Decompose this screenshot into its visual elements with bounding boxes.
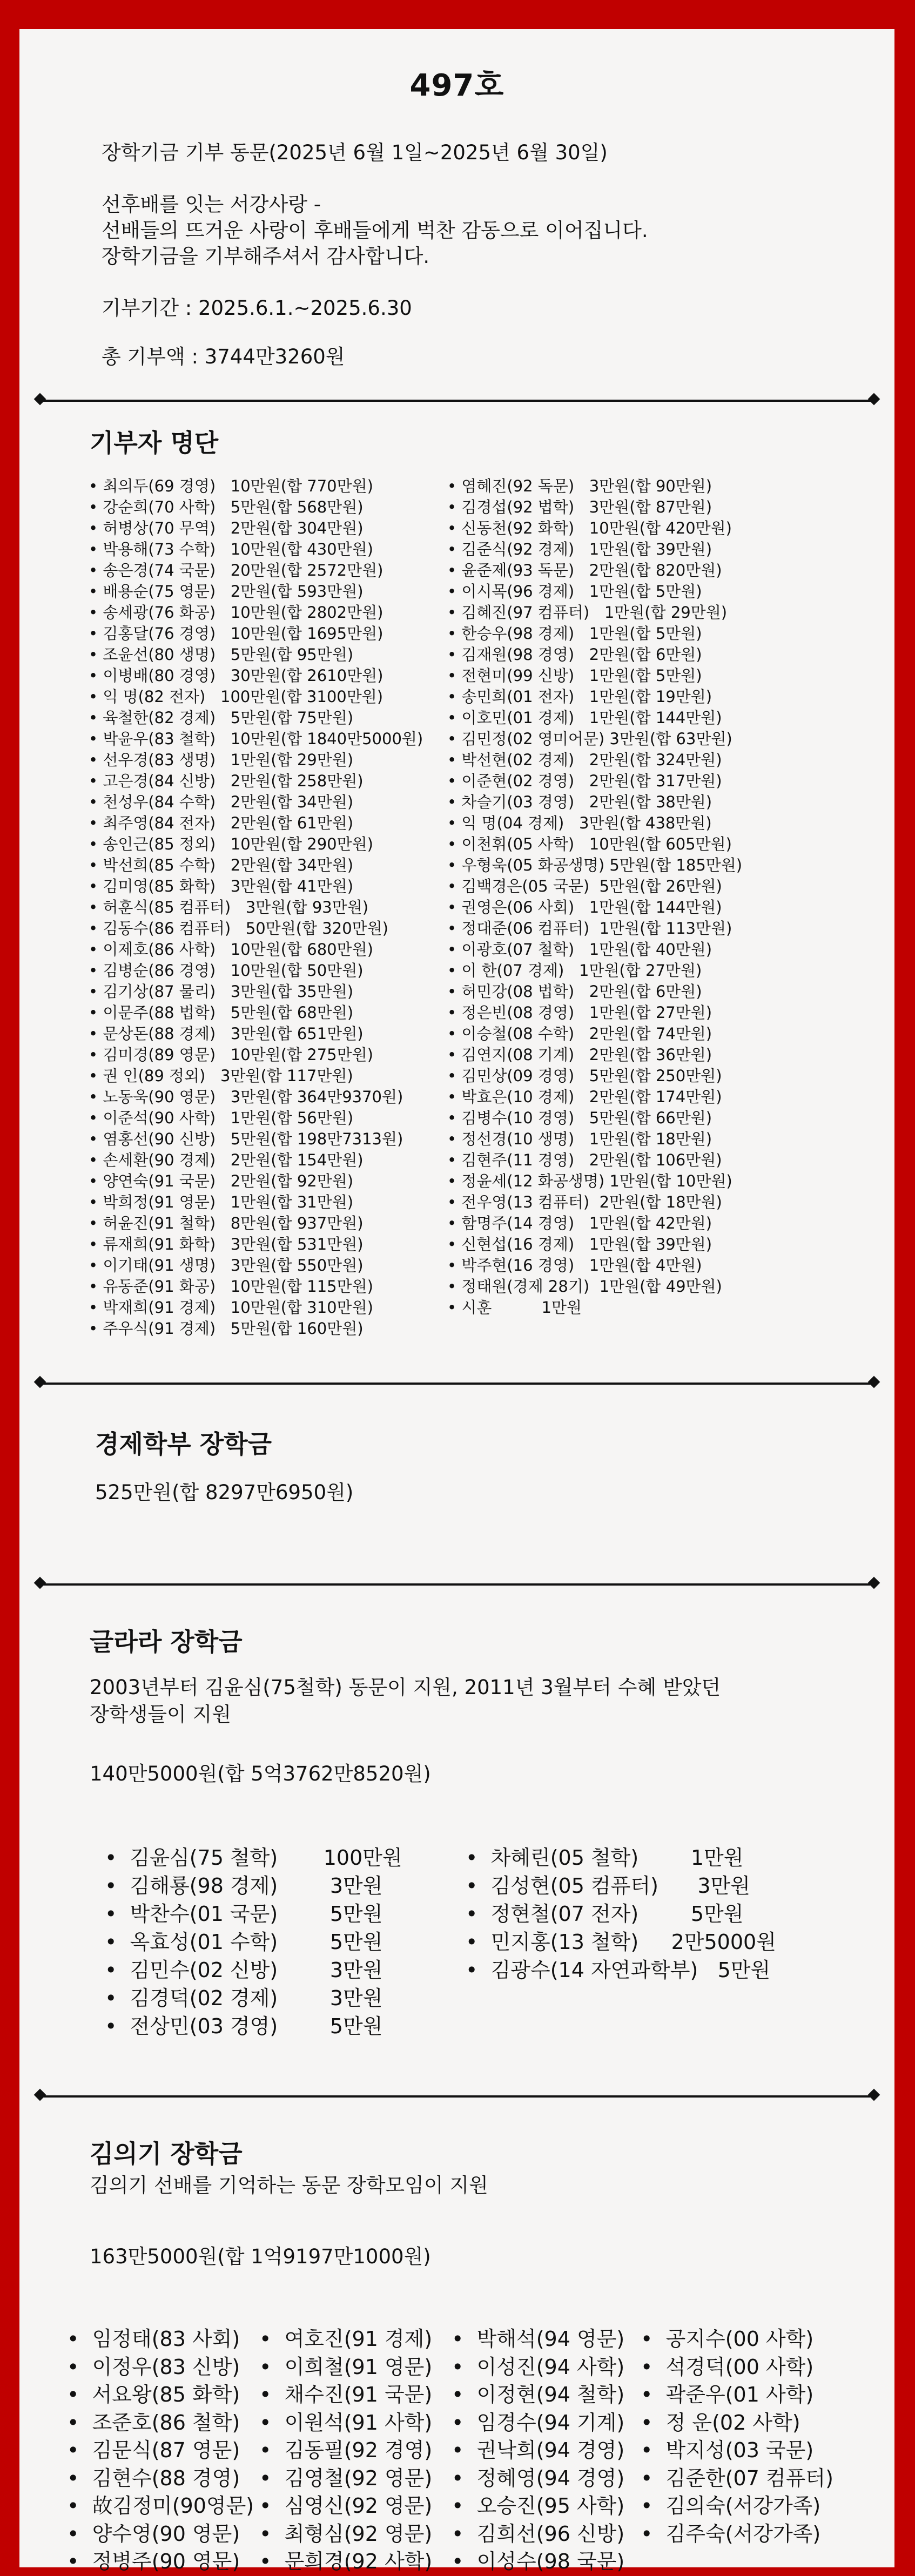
donation-period: 기부기간 : 2025.6.1.~2025.6.30 (102, 296, 412, 320)
list-item: • 권낙희(94 경영) (452, 2437, 624, 2465)
kim-amount: 163만5000원(합 1억9197만1000원) (90, 2245, 431, 2268)
list-item: • 이 한(07 경제) 1만원(합 27만원) (447, 960, 742, 981)
kim-list-col-4 (641, 2325, 833, 2548)
list-item: • 익 명(82 전자) 100만원(합 3100만원) (89, 686, 423, 707)
list-item: • 선우경(83 생명) 1만원(합 29만원) (89, 750, 423, 771)
list-item: • 김재원(98 경영) 2만원(합 6만원) (447, 644, 742, 665)
list-item: • 함명주(14 경영) 1만원(합 42만원) (447, 1213, 742, 1234)
list-item: • 이원석(91 사학) (259, 2409, 432, 2437)
list-item: • 염혜진(92 독문) 3만원(합 90만원) (447, 476, 742, 497)
list-item: • 박선현(02 경제) 2만원(합 324만원) (447, 750, 742, 771)
list-item: • 김동수(86 컴퓨터) 50만원(합 320만원) (89, 918, 423, 939)
list-item: • 김의숙(서강가족) (641, 2492, 833, 2520)
list-item: • 정현철(07 전자) 5만원 (466, 1900, 776, 1928)
list-item: • 정은빈(08 경영) 1만원(합 27만원) (447, 1002, 742, 1023)
newsletter-page (19, 29, 894, 2573)
list-item: • 이준석(90 사학) 1만원(합 56만원) (89, 1108, 423, 1129)
list-item: • 故김정미(90영문) (67, 2492, 254, 2520)
list-item: • 문상돈(88 경제) 3만원(합 651만원) (89, 1023, 423, 1044)
glara-list-right (466, 1844, 776, 1984)
list-item: • 강순희(70 사학) 5만원(합 568만원) (89, 497, 423, 518)
list-item: • 임경수(94 기계) (452, 2409, 624, 2437)
list-item: • 주우식(91 경제) 5만원(합 160만원) (89, 1318, 423, 1339)
list-item: • 최형심(92 영문) (259, 2520, 432, 2548)
list-item: • 김민상(09 경영) 5만원(합 250만원) (447, 1066, 742, 1087)
list-item: • 김성현(05 컴퓨터) 3만원 (466, 1872, 776, 1900)
econ-amount: 525만원(합 8297만6950원) (95, 1481, 354, 1504)
list-item: • 이희철(91 영문) (259, 2354, 432, 2382)
list-item: • 김민정(02 영미어문) 3만원(합 63만원) (447, 729, 742, 750)
list-item: • 이시목(96 경제) 1만원(합 5만원) (447, 581, 742, 602)
list-item: • 조윤선(80 생명) 5만원(합 95만원) (89, 644, 423, 665)
list-item: • 육철한(82 경제) 5만원(합 75만원) (89, 707, 423, 729)
list-item: • 이문주(88 법학) 5만원(합 68만원) (89, 1002, 423, 1023)
list-item: • 정선경(10 생명) 1만원(합 18만원) (447, 1129, 742, 1150)
list-item: • 김기상(87 물리) 3만원(합 35만원) (89, 981, 423, 1002)
list-item: • 허민강(08 법학) 2만원(합 6만원) (447, 981, 742, 1002)
list-item: • 박찬수(01 국문) 5만원 (105, 1900, 402, 1928)
list-item: • 허윤진(91 철학) 8만원(합 937만원) (89, 1213, 423, 1234)
list-item: • 권영은(06 사회) 1만원(합 144만원) (447, 897, 742, 918)
list-item: • 송세광(76 화공) 10만원(합 2802만원) (89, 602, 423, 623)
list-item: • 문희경(92 사학) (259, 2548, 432, 2576)
donors-heading: 기부자 명단 (90, 428, 219, 457)
list-item: • 전상민(03 경영) 5만원 (105, 2012, 402, 2040)
list-item: • 임정태(83 사회) (67, 2325, 254, 2354)
glara-description (90, 1674, 721, 1728)
list-item: • 류재희(91 화학) 3만원(합 531만원) (89, 1234, 423, 1255)
list-item: • 여호진(91 경제) (259, 2325, 432, 2354)
list-item: • 손세환(90 경제) 2만원(합 154만원) (89, 1150, 423, 1171)
donor-list-left (89, 476, 423, 1339)
section-divider (40, 1583, 874, 1586)
list-item: • 이정우(83 신방) (67, 2354, 254, 2382)
intro-subtitle: 장학기금 기부 동문(2025년 6월 1일~2025년 6월 30일) (102, 141, 608, 164)
list-item: • 오승진(95 사학) (452, 2492, 624, 2520)
list-item: • 김주숙(서강가족) (641, 2520, 833, 2548)
list-item: • 조준호(86 철학) (67, 2409, 254, 2437)
list-item: • 김병순(86 경영) 10만원(합 50만원) (89, 960, 423, 981)
list-item: • 서요왕(85 화학) (67, 2381, 254, 2409)
intro-message-1: 선후배를 잇는 서강사랑 - (102, 193, 321, 216)
list-item: • 옥효성(01 수학) 5만원 (105, 1928, 402, 1956)
list-item: • 김경섭(92 법학) 3만원(합 87만원) (447, 497, 742, 518)
list-item: • 박해석(94 영문) (452, 2325, 624, 2354)
list-item: • 배용순(75 영문) 2만원(합 593만원) (89, 581, 423, 602)
list-item: • 박선희(85 수학) 2만원(합 34만원) (89, 855, 423, 876)
list-item: • 민지홍(13 철학) 2만5000원 (466, 1928, 776, 1956)
list-item: • 정혜영(94 경영) (452, 2465, 624, 2493)
list-item: • 이정현(94 철학) (452, 2381, 624, 2409)
list-item: • 정태원(경제 28기) 1만원(합 49만원) (447, 1276, 742, 1297)
issue-title: 497호 (409, 68, 504, 103)
list-item: • 박재희(91 경제) 10만원(합 310만원) (89, 1297, 423, 1318)
list-item: • 박주현(16 경영) 1만원(합 4만원) (447, 1255, 742, 1276)
list-item: • 익 명(04 경제) 3만원(합 438만원) (447, 813, 742, 834)
intro-message-2: 선배들의 뜨거운 사랑이 후배들에게 벅찬 감동으로 이어집니다. (102, 219, 648, 242)
list-item: • 박윤우(83 철학) 10만원(합 1840만5000원) (89, 729, 423, 750)
list-item: • 김영철(92 영문) (259, 2465, 432, 2493)
list-item: • 이광호(07 철학) 1만원(합 40만원) (447, 939, 742, 960)
list-item: • 김병수(10 경영) 5만원(합 66만원) (447, 1108, 742, 1129)
list-item: • 차슬기(03 경영) 2만원(합 38만원) (447, 792, 742, 813)
kim-description: 김의기 선배를 기억하는 동문 장학모임이 지원 (90, 2174, 488, 2197)
list-item: • 천성우(84 수학) 2만원(합 34만원) (89, 792, 423, 813)
list-item: • 김경덕(02 경제) 3만원 (105, 1984, 402, 2012)
list-item: • 고은경(84 신방) 2만원(합 258만원) (89, 771, 423, 792)
list-item: • 신동천(92 화학) 10만원(합 420만원) (447, 518, 742, 539)
econ-heading: 경제학부 장학금 (95, 1429, 272, 1459)
list-item: • 윤준제(93 독문) 2만원(합 820만원) (447, 560, 742, 581)
section-divider (40, 2095, 874, 2098)
glara-description-line-1: 2003년부터 김윤심(75철학) 동문이 지원, 2011년 3월부터 수혜 받았던 (90, 1676, 721, 1699)
list-item: • 송인근(85 정외) 10만원(합 290만원) (89, 834, 423, 855)
list-item: • 이성진(94 사학) (452, 2354, 624, 2382)
list-item: • 허훈식(85 컴퓨터) 3만원(합 93만원) (89, 897, 423, 918)
glara-amount: 140만5000원(합 5억3762만8520원) (90, 1762, 431, 1785)
list-item: • 김백경은(05 국문) 5만원(합 26만원) (447, 876, 742, 897)
list-item: • 김윤심(75 철학) 100만원 (105, 1844, 402, 1872)
list-item: • 정병주(90 영문) (67, 2548, 254, 2576)
list-item: • 김광수(14 자연과학부) 5만원 (466, 1956, 776, 1984)
list-item: • 유동준(91 화공) 10만원(합 115만원) (89, 1276, 423, 1297)
section-divider (40, 1383, 874, 1385)
list-item: • 곽준우(01 사학) (641, 2381, 833, 2409)
list-item: • 김희선(96 신방) (452, 2520, 624, 2548)
list-item: • 정 운(02 사학) (641, 2409, 833, 2437)
list-item: • 박효은(10 경제) 2만원(합 174만원) (447, 1087, 742, 1108)
list-item: • 최의두(69 경영) 10만원(합 770만원) (89, 476, 423, 497)
list-item: • 노동욱(90 영문) 3만원(합 364만9370원) (89, 1087, 423, 1108)
list-item: • 차혜린(05 철학) 1만원 (466, 1844, 776, 1872)
list-item: • 석경덕(00 사학) (641, 2354, 833, 2382)
list-item: • 양수영(90 영문) (67, 2520, 254, 2548)
list-item: • 이기태(91 생명) 3만원(합 550만원) (89, 1255, 423, 1276)
list-item: • 심영신(92 영문) (259, 2492, 432, 2520)
list-item: • 김준한(07 컴퓨터) (641, 2465, 833, 2493)
list-item: • 염홍선(90 신방) 5만원(합 198만7313원) (89, 1129, 423, 1150)
list-item: • 김문식(87 영문) (67, 2437, 254, 2465)
list-item: • 송은경(74 국문) 20만원(합 2572만원) (89, 560, 423, 581)
list-item: • 김해룡(98 경제) 3만원 (105, 1872, 402, 1900)
list-item: • 김홍달(76 경영) 10만원(합 1695만원) (89, 623, 423, 644)
list-item: • 박지성(03 국문) (641, 2437, 833, 2465)
kim-list-col-2 (259, 2325, 432, 2576)
intro-message-3: 장학기금을 기부해주셔서 감사합니다. (102, 245, 430, 268)
list-item: • 정대준(06 컴퓨터) 1만원(합 113만원) (447, 918, 742, 939)
list-item: • 이천휘(05 사학) 10만원(합 605만원) (447, 834, 742, 855)
list-item: • 김미영(85 화학) 3만원(합 41만원) (89, 876, 423, 897)
list-item: • 김연지(08 기계) 2만원(합 36만원) (447, 1044, 742, 1066)
list-item: • 전현미(99 신방) 1만원(합 5만원) (447, 665, 742, 686)
glara-heading: 글라라 장학금 (90, 1627, 243, 1656)
list-item: • 전우영(13 컴퓨터) 2만원(합 18만원) (447, 1192, 742, 1213)
list-item: • 허병상(70 무역) 2만원(합 304만원) (89, 518, 423, 539)
list-item: • 박희정(91 영문) 1만원(합 31만원) (89, 1192, 423, 1213)
list-item: • 송민희(01 전자) 1만원(합 19만원) (447, 686, 742, 707)
list-item: • 김현수(88 경영) (67, 2465, 254, 2493)
list-item: • 시훈 1만원 (447, 1297, 742, 1318)
list-item: • 최주영(84 전자) 2만원(합 61만원) (89, 813, 423, 834)
list-item: • 정윤세(12 화공생명) 1만원(합 10만원) (447, 1171, 742, 1192)
list-item: • 이성수(98 국문) (452, 2548, 624, 2576)
kim-list-col-1 (67, 2325, 254, 2576)
list-item: • 박용해(73 수학) 10만원(합 430만원) (89, 539, 423, 560)
kim-list-col-3 (452, 2325, 624, 2576)
list-item: • 채수진(91 국문) (259, 2381, 432, 2409)
list-item: • 이호민(01 경제) 1만원(합 144만원) (447, 707, 742, 729)
kim-heading: 김의기 장학금 (90, 2139, 243, 2168)
donation-total: 총 기부액 : 3744만3260원 (102, 345, 345, 368)
list-item: • 이승철(08 수학) 2만원(합 74만원) (447, 1023, 742, 1044)
list-item: • 권 인(89 정외) 3만원(합 117만원) (89, 1066, 423, 1087)
list-item: • 이제호(86 사학) 10만원(합 680만원) (89, 939, 423, 960)
glara-description-line-2: 장학생들이 지원 (90, 1703, 231, 1726)
intro-section (102, 140, 648, 370)
section-divider (40, 400, 874, 402)
list-item: • 김미경(89 영문) 10만원(합 275만원) (89, 1044, 423, 1066)
list-item: • 김동필(92 경영) (259, 2437, 432, 2465)
list-item: • 김혜진(97 컴퓨터) 1만원(합 29만원) (447, 602, 742, 623)
list-item: • 김현주(11 경영) 2만원(합 106만원) (447, 1150, 742, 1171)
list-item: • 양연숙(91 국문) 2만원(합 92만원) (89, 1171, 423, 1192)
glara-list-left (105, 1844, 402, 2040)
list-item: • 한승우(98 경제) 1만원(합 5만원) (447, 623, 742, 644)
list-item: • 김준식(92 경제) 1만원(합 39만원) (447, 539, 742, 560)
list-item: • 신현섭(16 경제) 1만원(합 39만원) (447, 1234, 742, 1255)
list-item: • 우형욱(05 화공생명) 5만원(합 185만원) (447, 855, 742, 876)
list-item: • 이병배(80 경영) 30만원(합 2610만원) (89, 665, 423, 686)
list-item: • 이준현(02 경영) 2만원(합 317만원) (447, 771, 742, 792)
donor-list-right (447, 476, 742, 1318)
list-item: • 공지수(00 사학) (641, 2325, 833, 2354)
list-item: • 김민수(02 신방) 3만원 (105, 1956, 402, 1984)
